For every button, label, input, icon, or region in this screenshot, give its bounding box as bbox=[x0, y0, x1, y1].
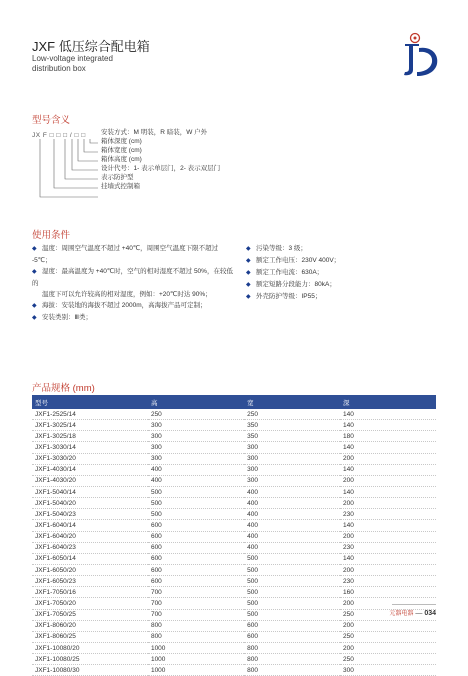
cell-height: 600 bbox=[148, 564, 244, 575]
cell-depth: 200 bbox=[340, 642, 436, 653]
model-legend-item: 挂墙式控制箱 bbox=[101, 183, 140, 190]
cell-depth: 200 bbox=[340, 475, 436, 486]
model-legend-item: 箱体宽度 (cm) bbox=[101, 147, 142, 154]
cell-model: JXF1-4030/20 bbox=[32, 475, 148, 486]
cell-model: JXF1-4030/14 bbox=[32, 464, 148, 475]
table-row bbox=[32, 665, 436, 676]
column-header-depth: 深 bbox=[340, 395, 436, 409]
section-title-conditions: 使用条件 bbox=[32, 230, 71, 241]
cell-width: 500 bbox=[244, 576, 340, 587]
cell-height: 600 bbox=[148, 531, 244, 542]
cell-depth: 140 bbox=[340, 409, 436, 420]
table-row bbox=[32, 598, 436, 609]
cell-width: 500 bbox=[244, 587, 340, 598]
diamond-bullet-icon: ◆ bbox=[32, 303, 37, 309]
cell-height: 800 bbox=[148, 620, 244, 631]
cell-model: JXF1-10080/30 bbox=[32, 665, 148, 676]
cell-height: 500 bbox=[148, 509, 244, 520]
cell-model: JXF1-6040/14 bbox=[32, 520, 148, 531]
cell-depth: 140 bbox=[340, 464, 436, 475]
table-row bbox=[32, 620, 436, 631]
cell-width: 350 bbox=[244, 420, 340, 431]
cell-height: 1000 bbox=[148, 665, 244, 676]
column-header-model: 型号 bbox=[32, 395, 148, 409]
diamond-bullet-icon: ◆ bbox=[32, 269, 37, 275]
page-footer bbox=[389, 608, 436, 617]
cell-depth: 200 bbox=[340, 564, 436, 575]
cell-model: JXF1-6050/23 bbox=[32, 576, 148, 587]
condition-item: ◆ 外壳防护等级：IP55； bbox=[246, 291, 436, 303]
subtitle-line-2: distribution box bbox=[32, 64, 86, 73]
cell-height: 1000 bbox=[148, 642, 244, 653]
table-row bbox=[32, 464, 436, 475]
subtitle-line-1: Low-voltage integrated bbox=[32, 54, 113, 63]
company-logo-icon bbox=[401, 32, 441, 78]
spec-table-body bbox=[32, 409, 436, 676]
cell-width: 400 bbox=[244, 509, 340, 520]
cell-model: JXF1-3030/20 bbox=[32, 453, 148, 464]
table-row bbox=[32, 486, 436, 497]
cell-width: 600 bbox=[244, 631, 340, 642]
cell-height: 600 bbox=[148, 553, 244, 564]
condition-item: ◆ 额定工作电压：230V 400V； bbox=[246, 255, 436, 267]
cell-depth: 250 bbox=[340, 631, 436, 642]
section-title-specs: 产品规格 (mm) bbox=[32, 383, 95, 394]
cell-model: JXF1-10080/20 bbox=[32, 642, 148, 653]
cell-height: 400 bbox=[148, 464, 244, 475]
cell-depth: 180 bbox=[340, 431, 436, 442]
diamond-bullet-icon: ◆ bbox=[32, 315, 37, 321]
footer-divider bbox=[392, 604, 436, 605]
cell-model: JXF1-10080/25 bbox=[32, 654, 148, 665]
table-row bbox=[32, 409, 436, 420]
cell-model: JXF1-7050/20 bbox=[32, 598, 148, 609]
table-row bbox=[32, 654, 436, 665]
cell-model: JXF1-5040/14 bbox=[32, 486, 148, 497]
cell-depth: 160 bbox=[340, 587, 436, 598]
cell-width: 800 bbox=[244, 654, 340, 665]
cell-width: 500 bbox=[244, 564, 340, 575]
cell-depth: 140 bbox=[340, 553, 436, 564]
table-row bbox=[32, 587, 436, 598]
condition-item: ◆ 安装类别：Ⅲ类； bbox=[32, 312, 237, 324]
cell-width: 350 bbox=[244, 431, 340, 442]
diamond-bullet-icon: ◆ bbox=[246, 294, 251, 300]
cell-height: 250 bbox=[148, 409, 244, 420]
cell-model: JXF1-8060/25 bbox=[32, 631, 148, 642]
cell-model: JXF1-7050/25 bbox=[32, 609, 148, 620]
footer-separator: — bbox=[415, 610, 423, 617]
cell-model: JXF1-8060/20 bbox=[32, 620, 148, 631]
diamond-bullet-icon: ◆ bbox=[246, 270, 251, 276]
cell-width: 500 bbox=[244, 609, 340, 620]
cell-height: 600 bbox=[148, 520, 244, 531]
table-row bbox=[32, 576, 436, 587]
cell-model: JXF1-5040/23 bbox=[32, 509, 148, 520]
cell-width: 300 bbox=[244, 475, 340, 486]
model-code-diagram bbox=[32, 126, 332, 226]
condition-item: ◆ 湿度：最高温度为 +40℃时，空气的相对湿度不超过 50%，在较低的 温度下可以允许较高的相对湿度，例如：+20℃时达 90%； bbox=[32, 268, 233, 298]
model-legend-item: 设计代号：1- 表示单层门，2- 表示双层门 bbox=[101, 165, 221, 172]
model-code: JX F □ □ □ / □ □ bbox=[32, 132, 86, 139]
table-row bbox=[32, 542, 436, 553]
cell-width: 500 bbox=[244, 598, 340, 609]
cell-width: 600 bbox=[244, 620, 340, 631]
cell-depth: 300 bbox=[340, 665, 436, 676]
cell-width: 400 bbox=[244, 531, 340, 542]
cell-depth: 200 bbox=[340, 498, 436, 509]
cell-model: JXF1-6040/23 bbox=[32, 542, 148, 553]
table-row bbox=[32, 642, 436, 653]
cell-width: 300 bbox=[244, 453, 340, 464]
condition-item: ◆ 额定短路分段能力：80kA； bbox=[246, 279, 436, 291]
cell-height: 700 bbox=[148, 587, 244, 598]
cell-depth: 230 bbox=[340, 509, 436, 520]
table-row bbox=[32, 631, 436, 642]
spec-table bbox=[32, 395, 436, 676]
diamond-bullet-icon: ◆ bbox=[246, 282, 251, 288]
cell-depth: 140 bbox=[340, 486, 436, 497]
table-row bbox=[32, 531, 436, 542]
table-row bbox=[32, 609, 436, 620]
cell-height: 700 bbox=[148, 598, 244, 609]
condition-item: ◆ 温度：周围空气温度不超过 +40℃，周围空气温度下限不超过 -5℃； bbox=[32, 245, 219, 264]
table-row bbox=[32, 509, 436, 520]
condition-item: ◆ 额定工作电流：630A； bbox=[246, 267, 436, 279]
cell-depth: 200 bbox=[340, 598, 436, 609]
cell-height: 600 bbox=[148, 542, 244, 553]
column-header-height: 高 bbox=[148, 395, 244, 409]
cell-model: JXF1-3025/14 bbox=[32, 420, 148, 431]
table-row bbox=[32, 498, 436, 509]
cell-width: 300 bbox=[244, 464, 340, 475]
page-title: JXF 低压综合配电箱 bbox=[32, 39, 150, 54]
table-row bbox=[32, 442, 436, 453]
section-title-model: 型号含义 bbox=[32, 115, 71, 126]
table-row bbox=[32, 520, 436, 531]
column-header-width: 宽 bbox=[244, 395, 340, 409]
cell-depth: 140 bbox=[340, 420, 436, 431]
cell-depth: 230 bbox=[340, 542, 436, 553]
cell-depth: 250 bbox=[340, 609, 436, 620]
conditions-left-list bbox=[32, 243, 237, 324]
cell-depth: 250 bbox=[340, 654, 436, 665]
cell-model: JXF1-3030/14 bbox=[32, 442, 148, 453]
table-row bbox=[32, 475, 436, 486]
cell-width: 400 bbox=[244, 542, 340, 553]
model-legend-item: 表示防护型 bbox=[101, 174, 134, 181]
cell-width: 400 bbox=[244, 520, 340, 531]
cell-height: 700 bbox=[148, 609, 244, 620]
cell-depth: 140 bbox=[340, 442, 436, 453]
cell-model: JXF1-3025/18 bbox=[32, 431, 148, 442]
cell-depth: 140 bbox=[340, 520, 436, 531]
cell-model: JXF1-6050/14 bbox=[32, 553, 148, 564]
table-row bbox=[32, 431, 436, 442]
cell-width: 250 bbox=[244, 409, 340, 420]
condition-item: ◆ 海拔：安装地的海拔不超过 2000m，高海拔产品可定制； bbox=[32, 300, 237, 312]
diamond-bullet-icon: ◆ bbox=[32, 246, 37, 252]
cell-width: 400 bbox=[244, 498, 340, 509]
cell-height: 500 bbox=[148, 498, 244, 509]
cell-model: JXF1-6040/20 bbox=[32, 531, 148, 542]
table-row bbox=[32, 453, 436, 464]
table-row bbox=[32, 553, 436, 564]
cell-model: JXF1-6050/20 bbox=[32, 564, 148, 575]
page-number: 034 bbox=[424, 610, 436, 617]
cell-height: 1000 bbox=[148, 654, 244, 665]
diamond-bullet-icon: ◆ bbox=[246, 246, 251, 252]
cell-width: 500 bbox=[244, 553, 340, 564]
diamond-bullet-icon: ◆ bbox=[246, 258, 251, 264]
page-subtitle bbox=[32, 54, 113, 74]
table-header-row bbox=[32, 395, 436, 409]
conditions-right-list bbox=[246, 243, 436, 303]
cell-height: 300 bbox=[148, 442, 244, 453]
condition-item: ◆ 污染等级：3 级； bbox=[246, 243, 436, 255]
cell-model: JXF1-7050/16 bbox=[32, 587, 148, 598]
cell-depth: 200 bbox=[340, 531, 436, 542]
cell-width: 800 bbox=[244, 665, 340, 676]
table-row bbox=[32, 564, 436, 575]
cell-depth: 230 bbox=[340, 576, 436, 587]
cell-model: JXF1-5040/20 bbox=[32, 498, 148, 509]
cell-height: 300 bbox=[148, 453, 244, 464]
table-row bbox=[32, 420, 436, 431]
cell-height: 300 bbox=[148, 431, 244, 442]
cell-width: 800 bbox=[244, 642, 340, 653]
cell-depth: 200 bbox=[340, 620, 436, 631]
model-legend-item: 箱体高度 (cm) bbox=[101, 156, 142, 163]
cell-height: 800 bbox=[148, 631, 244, 642]
cell-height: 300 bbox=[148, 420, 244, 431]
cell-height: 500 bbox=[148, 486, 244, 497]
footer-brand: 元器电器 bbox=[389, 611, 414, 617]
cell-width: 400 bbox=[244, 486, 340, 497]
cell-model: JXF1-2525/14 bbox=[32, 409, 148, 420]
cell-height: 400 bbox=[148, 475, 244, 486]
cell-height: 600 bbox=[148, 576, 244, 587]
model-legend-item: 箱体深度 (cm) bbox=[101, 138, 142, 145]
cell-width: 300 bbox=[244, 442, 340, 453]
cell-depth: 200 bbox=[340, 453, 436, 464]
model-legend-item: 安装方式：M 明装，R 暗装，W 户外 bbox=[101, 129, 208, 136]
